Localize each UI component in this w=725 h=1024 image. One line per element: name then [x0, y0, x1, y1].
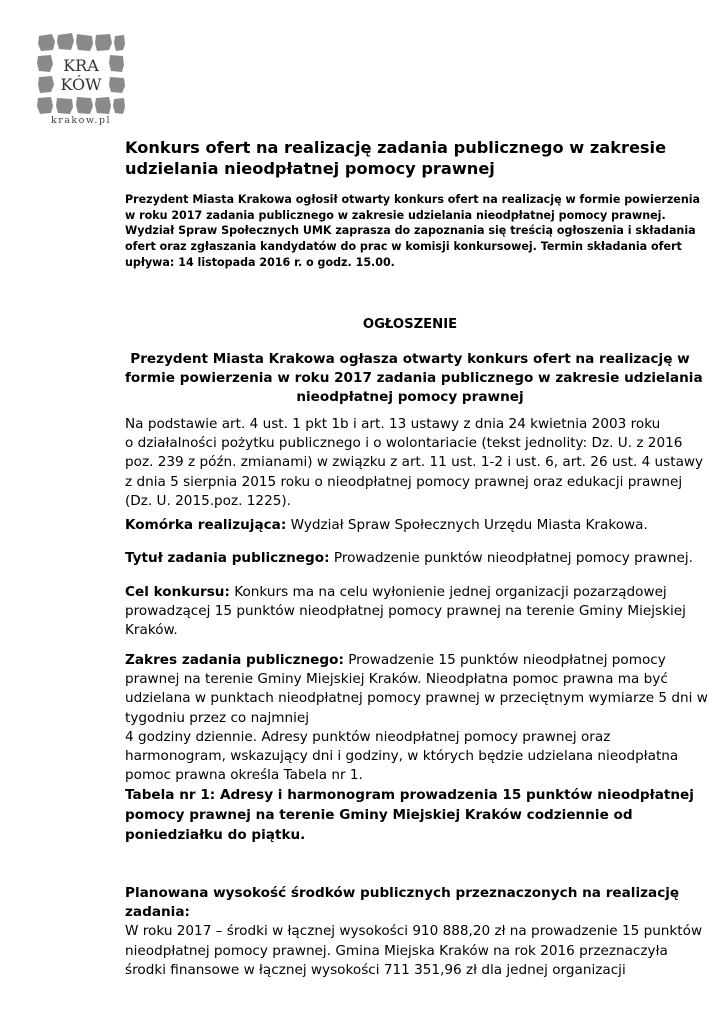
- task-scope-line: pomoc prawna określa Tabela nr 1.: [125, 767, 363, 784]
- lead-line: Prezydent Miasta Krakowa ogłosił otwarty konkurs ofert na realizację w formie powierzenia: [125, 193, 701, 206]
- logo-text-kra: KRA: [63, 56, 99, 75]
- planned-funds-line: W roku 2017 – środki w łącznej wysokości 910 888,20 zł na prowadzenie 15 punktów: [125, 923, 703, 940]
- task-scope: [125, 651, 708, 785]
- krakow-logo-mark: [36, 30, 126, 125]
- implementing-unit-label: Komórka realizująca:: [125, 517, 287, 533]
- task-scope-text: Prowadzenie 15 punktów nieodpłatnej pomocy: [343, 652, 666, 668]
- announcement-heading-line: nieodpłatnej pomocy prawnej: [296, 389, 524, 405]
- legal-basis-line: z dnia 5 sierpnia 2015 roku o nieodpłatnej pomocy prawnej oraz edukacji prawnej: [125, 473, 683, 490]
- task-title-value: Prowadzenie punktów nieodpłatnej pomocy prawnej.: [329, 550, 693, 566]
- page-title-line: udzielania nieodpłatnej pomocy prawnej: [125, 159, 495, 178]
- legal-basis-line: Na podstawie art. 4 ust. 1 pkt 1b i art. 13 ustawy z dnia 24 kwietnia 2003 roku: [125, 416, 661, 432]
- logo-domain: krakow.pl: [50, 115, 112, 125]
- legal-basis-paragraph: [125, 415, 704, 511]
- planned-funds-line: środki finansowe w łącznej wysokości 711 351,96 zł dla jednej organizacji: [125, 961, 626, 978]
- planned-funds-line: nieodpłatnej pomocy prawnej. Gmina Miejska Kraków na rok 2016 przeznaczyła: [125, 942, 668, 959]
- table-1-heading: [125, 785, 695, 845]
- task-scope-line: 4 godziny dziennie. Adresy punktów nieodpłatnej pomocy prawnej oraz: [125, 728, 611, 745]
- legal-basis-line: poz. 239 z późn. zmianami) w związku z art. 11 ust. 1-2 i ust. 6, art. 26 ust. 4 ustawy: [125, 454, 704, 471]
- announcement-heading-line: formie powierzenia w roku 2017 zadania publicznego w zakresie udzielania: [125, 370, 703, 386]
- legal-basis-line: o działalności pożytku publicznego i o wolontariacie (tekst jednolity: Dz. U. z 2016: [125, 435, 683, 452]
- lead-line: upływa: 14 listopada 2016 r. o godz. 15.00.: [125, 255, 395, 269]
- planned-funds: [125, 884, 703, 980]
- task-scope-label: Zakres zadania publicznego:: [125, 652, 344, 668]
- announcement-heading: [125, 350, 703, 407]
- table-1-heading-line: Tabela nr 1: Adresy i harmonogram prowadzenia 15 punktów nieodpłatnej: [125, 787, 694, 803]
- task-scope-line: prawnej na terenie Gminy Miejskiej Kraków. Nieodpłatna pomoc prawna ma być: [125, 671, 668, 688]
- lead-line: w roku 2017 zadania publicznego w zakresie udzielania nieodpłatnej pomocy prawnej.: [125, 208, 666, 222]
- planned-funds-label: zadania:: [125, 904, 190, 921]
- task-title-label: Tytuł zadania publicznego:: [125, 550, 330, 566]
- krakow-logo: [36, 30, 126, 125]
- contest-goal: [125, 583, 695, 641]
- legal-basis-line: (Dz. U. 2015.poz. 1225).: [125, 492, 291, 509]
- task-scope-line: tygodniu przez co najmniej: [125, 709, 310, 726]
- task-scope-line: harmonogram, wskazujący dni i godziny, w których będzie udzielana nieodpłatna: [125, 748, 679, 765]
- logo-text-kow: KÓW: [60, 75, 102, 94]
- table-1-heading-line: poniedziałku do piątku.: [125, 827, 306, 843]
- planned-funds-label: Planowana wysokość środków publicznych przeznaczonych na realizację: [125, 885, 680, 901]
- announcement-heading-line: Prezydent Miasta Krakowa ogłasza otwarty konkurs ofert na realizację w: [130, 351, 690, 367]
- lead-line: Wydział Spraw Społecznych UMK zaprasza do zapoznania się treścią ogłoszenia i składania: [125, 224, 696, 238]
- contest-goal-text: Konkurs ma na celu wyłonienie jednej organizacji pozarządowej: [229, 584, 667, 600]
- table-1-heading-line: pomocy prawnej na terenie Gminy Miejskiej Kraków codziennie od: [125, 807, 633, 823]
- contest-goal-line: Kraków.: [125, 622, 178, 639]
- contest-goal-line: prowadzącej 15 punktów nieodpłatnej pomocy prawnej na terenie Gminy Miejskiej: [125, 603, 686, 620]
- lead-line: ofert oraz zgłaszania kandydatów do prac w komisji konkursowej. Termin składania ofert: [125, 240, 682, 254]
- implementing-unit-value: Wydział Spraw Społecznych Urzędu Miasta Krakowa.: [286, 517, 648, 533]
- implementing-unit: [125, 516, 695, 535]
- page-title-line: Konkurs ofert na realizację zadania publicznego w zakresie: [125, 138, 667, 157]
- announcement-label: OGŁOSZENIE: [362, 317, 458, 332]
- contest-goal-label: Cel konkursu:: [125, 584, 230, 600]
- lead-paragraph: [125, 192, 701, 271]
- task-title: [125, 549, 695, 568]
- task-scope-line: udzielana w punktach nieodpłatnej pomocy prawnej w przeciętnym wymiarze 5 dni w: [125, 690, 708, 707]
- page-title: [125, 137, 695, 179]
